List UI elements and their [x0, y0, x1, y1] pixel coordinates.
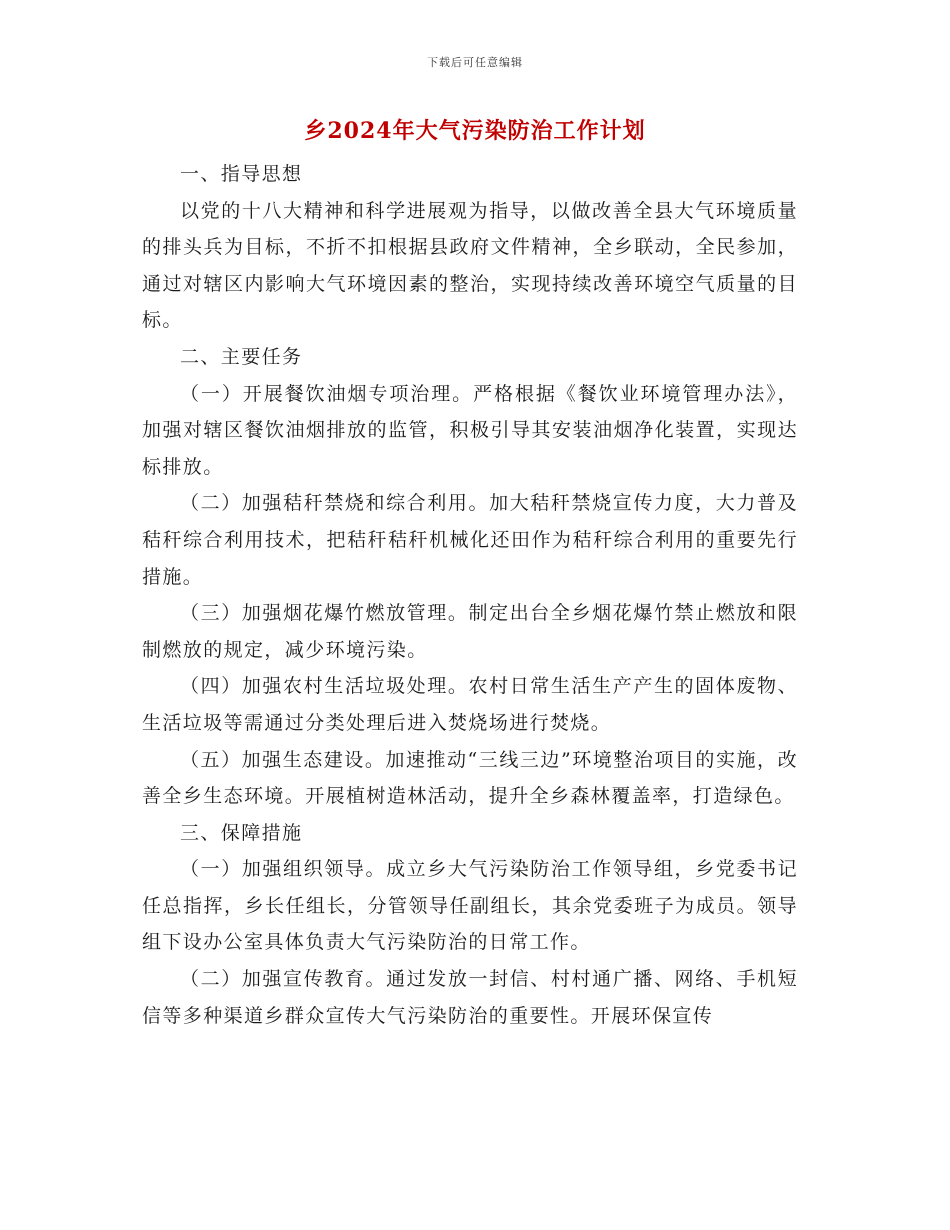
- document-body: [142, 156, 798, 1034]
- section-heading-guiding-ideology: 一、指导思想: [180, 163, 303, 185]
- paragraph-task-2: （二）加强秸秆禁烧和综合利用。加大秸秆禁烧宣传力度，大力普及秸秆综合利用技术，把秸秆秸秆机械化还田作为秸秆综合利用的重要先行措施。: [142, 492, 798, 588]
- paragraph-task-5: （五）加强生态建设。加速推动“三线三边”环境整治项目的实施，改善全乡生态环境。开展植树造林活动，提升全乡森林覆盖率，打造绿色。: [142, 748, 798, 808]
- paragraph-task-4: （四）加强农村生活垃圾处理。农村日常生活生产产生的固体废物、生活垃圾等需通过分类处理后进入焚烧场进行焚烧。: [142, 675, 798, 734]
- paragraph-guiding-ideology: 以党的十八大精神和科学进展观为指导，以做改善全县大气环境质量的排头兵为目标，不折不扣根据县政府文件精神，全乡联动，全民参加，通过对辖区内影响大气环境因素的整治，实现持续改善环境空气质量的目标。: [142, 199, 798, 332]
- paragraph-safeguard-1: （一）加强组织领导。成立乡大气污染防治工作领导组，乡党委书记任总指挥，乡长任组长，分管领导任副组长，其余党委班子为成员。领导组下设办公室具体负责大气污染防治的日常工作。: [142, 858, 798, 954]
- paragraph-task-3: （三）加强烟花爆竹燃放管理。制定出台全乡烟花爆竹禁止燃放和限制燃放的规定，减少环境污染。: [142, 602, 798, 661]
- paragraph-safeguard-2: （二）加强宣传教育。通过发放一封信、村村通广播、网络、手机短信等多种渠道乡群众宣传大气污染防治的重要性。开展环保宣传: [142, 968, 798, 1027]
- section-heading-safeguards: 三、保障措施: [180, 821, 303, 844]
- page-header-note: 下载后可任意编辑: [427, 56, 523, 69]
- section-heading-main-tasks: 二、主要任务: [180, 345, 303, 368]
- paragraph-task-1: （一）开展餐饮油烟专项治理。严格根据《餐饮业环境管理办法》，加强对辖区餐饮油烟排放的监管，积极引导其安装油烟净化装置，实现达标排放。: [142, 382, 798, 478]
- document-title: 乡2024年大气污染防治工作计划: [304, 118, 646, 144]
